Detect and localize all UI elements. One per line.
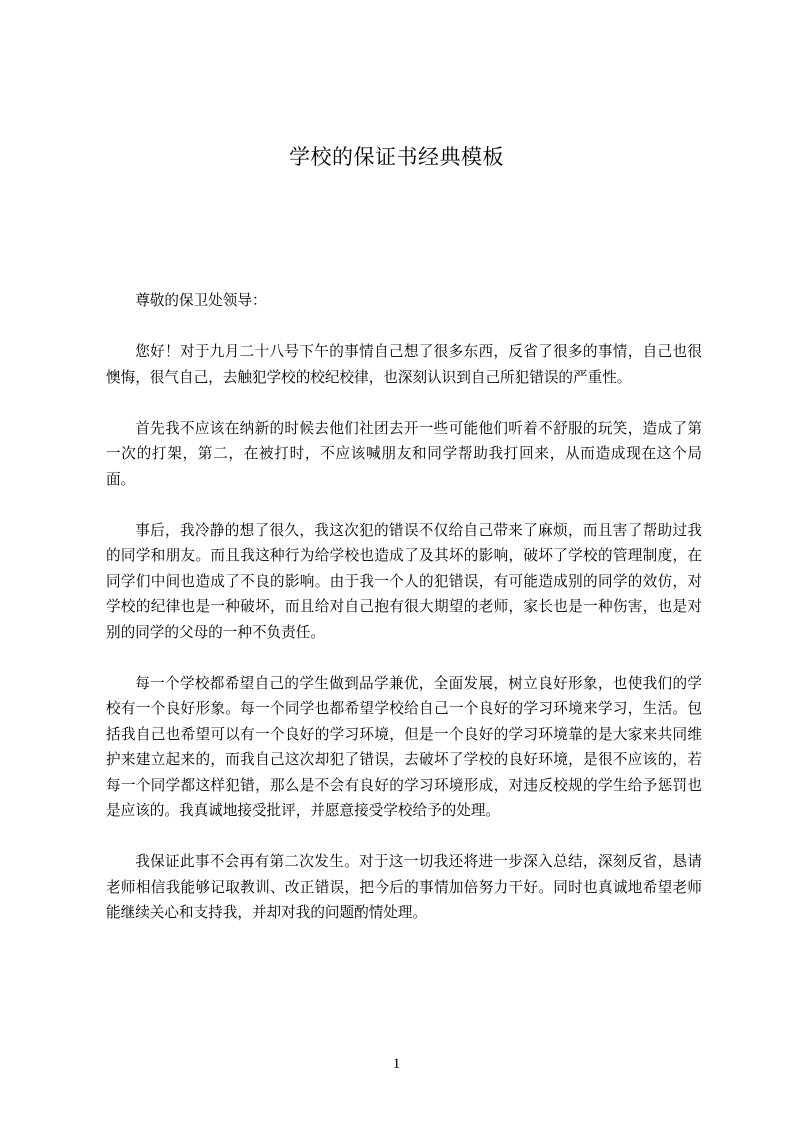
paragraph-promise: 我保证此事不会再有第二次发生。对于这一切我还将进一步深入总结，深刻反省，恳请老师相信我能够记取教训、改正错误，把今后的事情加倍努力干好。同时也真诚地希望老师能继续关心和支持我，并却对我的问题酌情处理。 [106, 853, 702, 921]
paragraph-greeting: 您好！对于九月二十八号下午的事情自己想了很多东西，反省了很多的事情，自己也很懊悔，很气自己，去触犯学校的校纪校律，也深刻认识到自己所犯错误的严重性。 [106, 343, 702, 386]
paragraph-school-environment: 每一个学校都希望自己的学生做到品学兼优，全面发展，树立良好形象，也使我们的学校有一个良好形象。每一个同学也都希望学校给自己一个良好的学习环境来学习，生活。包括我自己也希望可以有一个良好的学习环境，但是一个良好的学习环境靠的是大家来共同维护来建立起来的，而我自己这次却犯了错误，去破坏了学校的良好环境，是很不应该的，若每一个同学都这样犯错，那么是不会有良好的学习环境形成，对违反校规的学生给予惩罚也是应该的。我真诚地接受批评，并愿意接受学校给予的处理。 [106, 674, 702, 819]
page-number: 1 [392, 1056, 401, 1072]
document-body [106, 288, 702, 951]
document-title: 学校的保证书经典模板 [289, 145, 504, 169]
paragraph-reflection: 事后，我冷静的想了很久，我这次犯的错误不仅给自己带来了麻烦，而且害了帮助过我的同学和朋友。而且我这种行为给学校也造成了及其坏的影响，破坏了学校的管理制度，在同学们中间也造成了不良的影响。由于我一个人的犯错误，有可能造成别的同学的效仿，对学校的纪律也是一种破坏，而且给对自己抱有很大期望的老师，家长也是一种伤害，也是对别的同学的父母的一种不负责任。 [106, 521, 702, 641]
salutation: 尊敬的保卫处领导： [135, 292, 267, 309]
paragraph-first-mistake: 首先我不应该在纳新的时候去他们社团去开一些可能他们听着不舒服的玩笑，造成了第一次的打架，第二，在被打时，不应该喊朋友和同学帮助我打回来，从而造成现在这个局面。 [106, 419, 702, 488]
